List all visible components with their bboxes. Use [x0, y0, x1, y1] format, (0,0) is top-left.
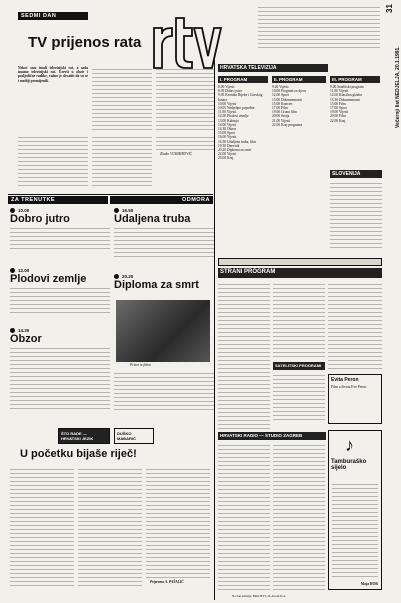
program-1-item: 15.00 Sport: [218, 131, 235, 136]
program-1-item: 13.00 Kuhinja: [218, 118, 239, 123]
hrt-header: HRVATSKA TELEVIZIJA: [218, 64, 328, 72]
side-caption: Večernji list NEDJELJA, 20.1.1991.: [395, 46, 401, 128]
photo-caption: Prizor iz filma: [130, 363, 151, 367]
program-1-item: 9.05 Kronika Rijeke i Gorskog kotara: [218, 93, 263, 102]
satellite-header: SATELITSKI PROGRAMI: [273, 362, 325, 370]
page-number: 31: [384, 4, 394, 13]
section-bar-left: ZA TRENUTKE: [8, 196, 108, 204]
program-2-item: 12.00 Sport: [272, 93, 289, 98]
program-2-item: 10.00 Program za djecu: [272, 89, 307, 94]
story-kicker-right: DUŠKO MAĐARIĆ: [114, 428, 154, 444]
lead-column-2b: [92, 134, 152, 188]
program-3-item: 15.00 Film: [330, 101, 346, 106]
story-col-2: [78, 466, 142, 586]
tv-logo: [150, 10, 222, 70]
preview-5-text: [114, 370, 214, 410]
lead-column-3b: [156, 134, 214, 150]
program-3-item: 20.00 Film: [330, 114, 346, 119]
section-label: SEDMI DAN: [18, 12, 88, 20]
program-1-item: 19.30 Dnevnik: [218, 143, 240, 148]
preview-4: 16.50 Udaljena truba: [114, 208, 214, 259]
program-2-item: 20.00 Serija: [272, 114, 290, 119]
section-bar-right: ODMORA: [110, 196, 213, 204]
story-title: U početku bijaše riječ!: [20, 448, 137, 460]
program-3-item: 19.00 Vijesti: [330, 110, 349, 115]
program-3-item: 12.00 Klasična glazba: [330, 93, 362, 98]
program-3-item: 11.00 Vijesti: [330, 89, 349, 94]
program-2-item: 9.20 Vijesti: [272, 85, 289, 89]
program-2-item: 19.00 Crtani film: [272, 110, 297, 115]
movie-photo: [116, 300, 210, 362]
page-title: TV prijenos rata: [28, 34, 142, 51]
footer-note: Na dan emisija: BROJEVI, SLAGALICA: [232, 594, 286, 598]
program-2-item: 15.00 Koncert: [272, 101, 293, 106]
program-3-item: 17.00 Sport: [330, 106, 347, 111]
slovenia-text: [330, 180, 382, 250]
corner-text: [258, 4, 380, 48]
program-1-item: 10.00 Vijesti: [218, 101, 237, 106]
section-rule: [8, 194, 213, 195]
foreign-col-1: [218, 281, 270, 431]
preview-3: 14.30 Obzor: [10, 328, 110, 409]
foreign-col-2: [273, 281, 325, 359]
program-3-item: 13.30 Dokumentarni: [330, 97, 360, 102]
story-col-3: [146, 466, 210, 578]
preview-1: 10.00 Dobro jutro: [10, 208, 110, 251]
program-1-item: 14.30 Obzor: [218, 127, 236, 132]
program-1-item: 14.00 Vijesti: [218, 122, 237, 127]
preview-5: 20.20 Diploma za smrt: [114, 274, 199, 291]
foreign-header: STRANI PROGRAM: [218, 268, 382, 278]
lead-column-1b: [18, 134, 88, 188]
program-1-item: 16.50 Udaljena truba, film: [218, 139, 257, 144]
slovenia-header: SLOVENIJA: [330, 170, 382, 178]
radio-col-2: [273, 442, 325, 592]
channel-logo-strip: [218, 258, 382, 266]
program-1-item: 8.05 Dobro jutro: [218, 89, 243, 94]
radio-col-1: [218, 442, 270, 592]
lead-byline: Zlatko VUKMIROVIĆ: [160, 152, 193, 156]
foreign-col-3: [328, 281, 382, 371]
program-1-item: 23.00 Kraj: [218, 156, 234, 161]
program-3-item: 9.00 Satelitski program: [330, 85, 364, 89]
story-kicker-left: ŠTO RADE — HRVATSKI JEZIK: [58, 428, 110, 444]
program-1-item: 12.00 Plodovi zemlje: [218, 114, 249, 119]
lead-intro: Nekoć smo imali televizijski rat, a sada imamo televizijski rat. Uzevši u obzir i posljedične razlike, važno je shvatiti da su se i mediji promijenili.: [18, 66, 88, 83]
program-1-item: 11.00 Vijesti: [218, 110, 237, 115]
program-3-item: 22.00 Kraj: [330, 118, 346, 123]
music-box: ♪ Tamburaško sijelo Maja HOR: [328, 430, 382, 590]
program-2-item: 17.00 Film: [272, 106, 288, 111]
program-2: II. PROGRAM 9.20 Vijesti 10.00 Program za djecu 12.00 Sport 13.00 Dokumentarni 15.00 Koncert 17.00 Film 19.00 Crtani film 20.00 Serija 21.00 Vijesti 22.00 Kraj programa: [272, 76, 328, 127]
program-1: I. PROGRAM 8.00 Vijesti 8.05 Dobro jutro 9.05 Kronika Rijeke i Gorskog kotara 10.00 Vijesti 10.05 Nedjeljno popodne 11.00 Vijesti 12.00 Plodovi zemlje 13.00 Kuhinja 14.00 Vijesti 14.30 Obzor 15.00 Sport 16.00 Vijesti 16.50 Udaljena truba, film 19.30 Dnevnik 20.20 Diploma za smrt 22.00 Vijesti 23.00 Kraj: [218, 76, 270, 161]
program-2-item: 22.00 Kraj programa: [272, 122, 303, 127]
program-1-item: 20.20 Diploma za smrt: [218, 148, 251, 153]
program-1-item: 10.05 Nedjeljno popodne: [218, 106, 255, 111]
music-icon: ♪: [345, 435, 354, 455]
program-1-item: 8.00 Vijesti: [218, 85, 235, 89]
preview-2: 12.00 Plodovi zemlje: [10, 268, 110, 315]
program-1-item: 16.00 Vijesti: [218, 135, 237, 140]
story-author: Priprema A. PAŠALIĆ: [150, 580, 184, 584]
program-3: III. PROGRAM 9.00 Satelitski program 11.00 Vijesti 12.00 Klasična glazba 13.30 Dokumentarni 15.00 Film 17.00 Sport 19.00 Vijesti 20.00 Film 22.00 Kraj: [330, 76, 382, 123]
program-2-item: 21.00 Vijesti: [272, 118, 291, 123]
evita-box: Evita Peron Film o životu Eve Peron.: [328, 374, 382, 424]
story-col-1: [10, 466, 74, 586]
radio-header: HRVATSKI RADIO — STUDIO ZAGREB: [218, 432, 326, 440]
satellite-text: [273, 372, 325, 420]
lead-column-3: [156, 66, 214, 132]
program-2-item: 13.00 Dokumentarni: [272, 97, 302, 102]
column-divider: [214, 60, 215, 600]
program-1-item: 22.00 Vijesti: [218, 152, 237, 157]
lead-column-2: [92, 66, 152, 132]
